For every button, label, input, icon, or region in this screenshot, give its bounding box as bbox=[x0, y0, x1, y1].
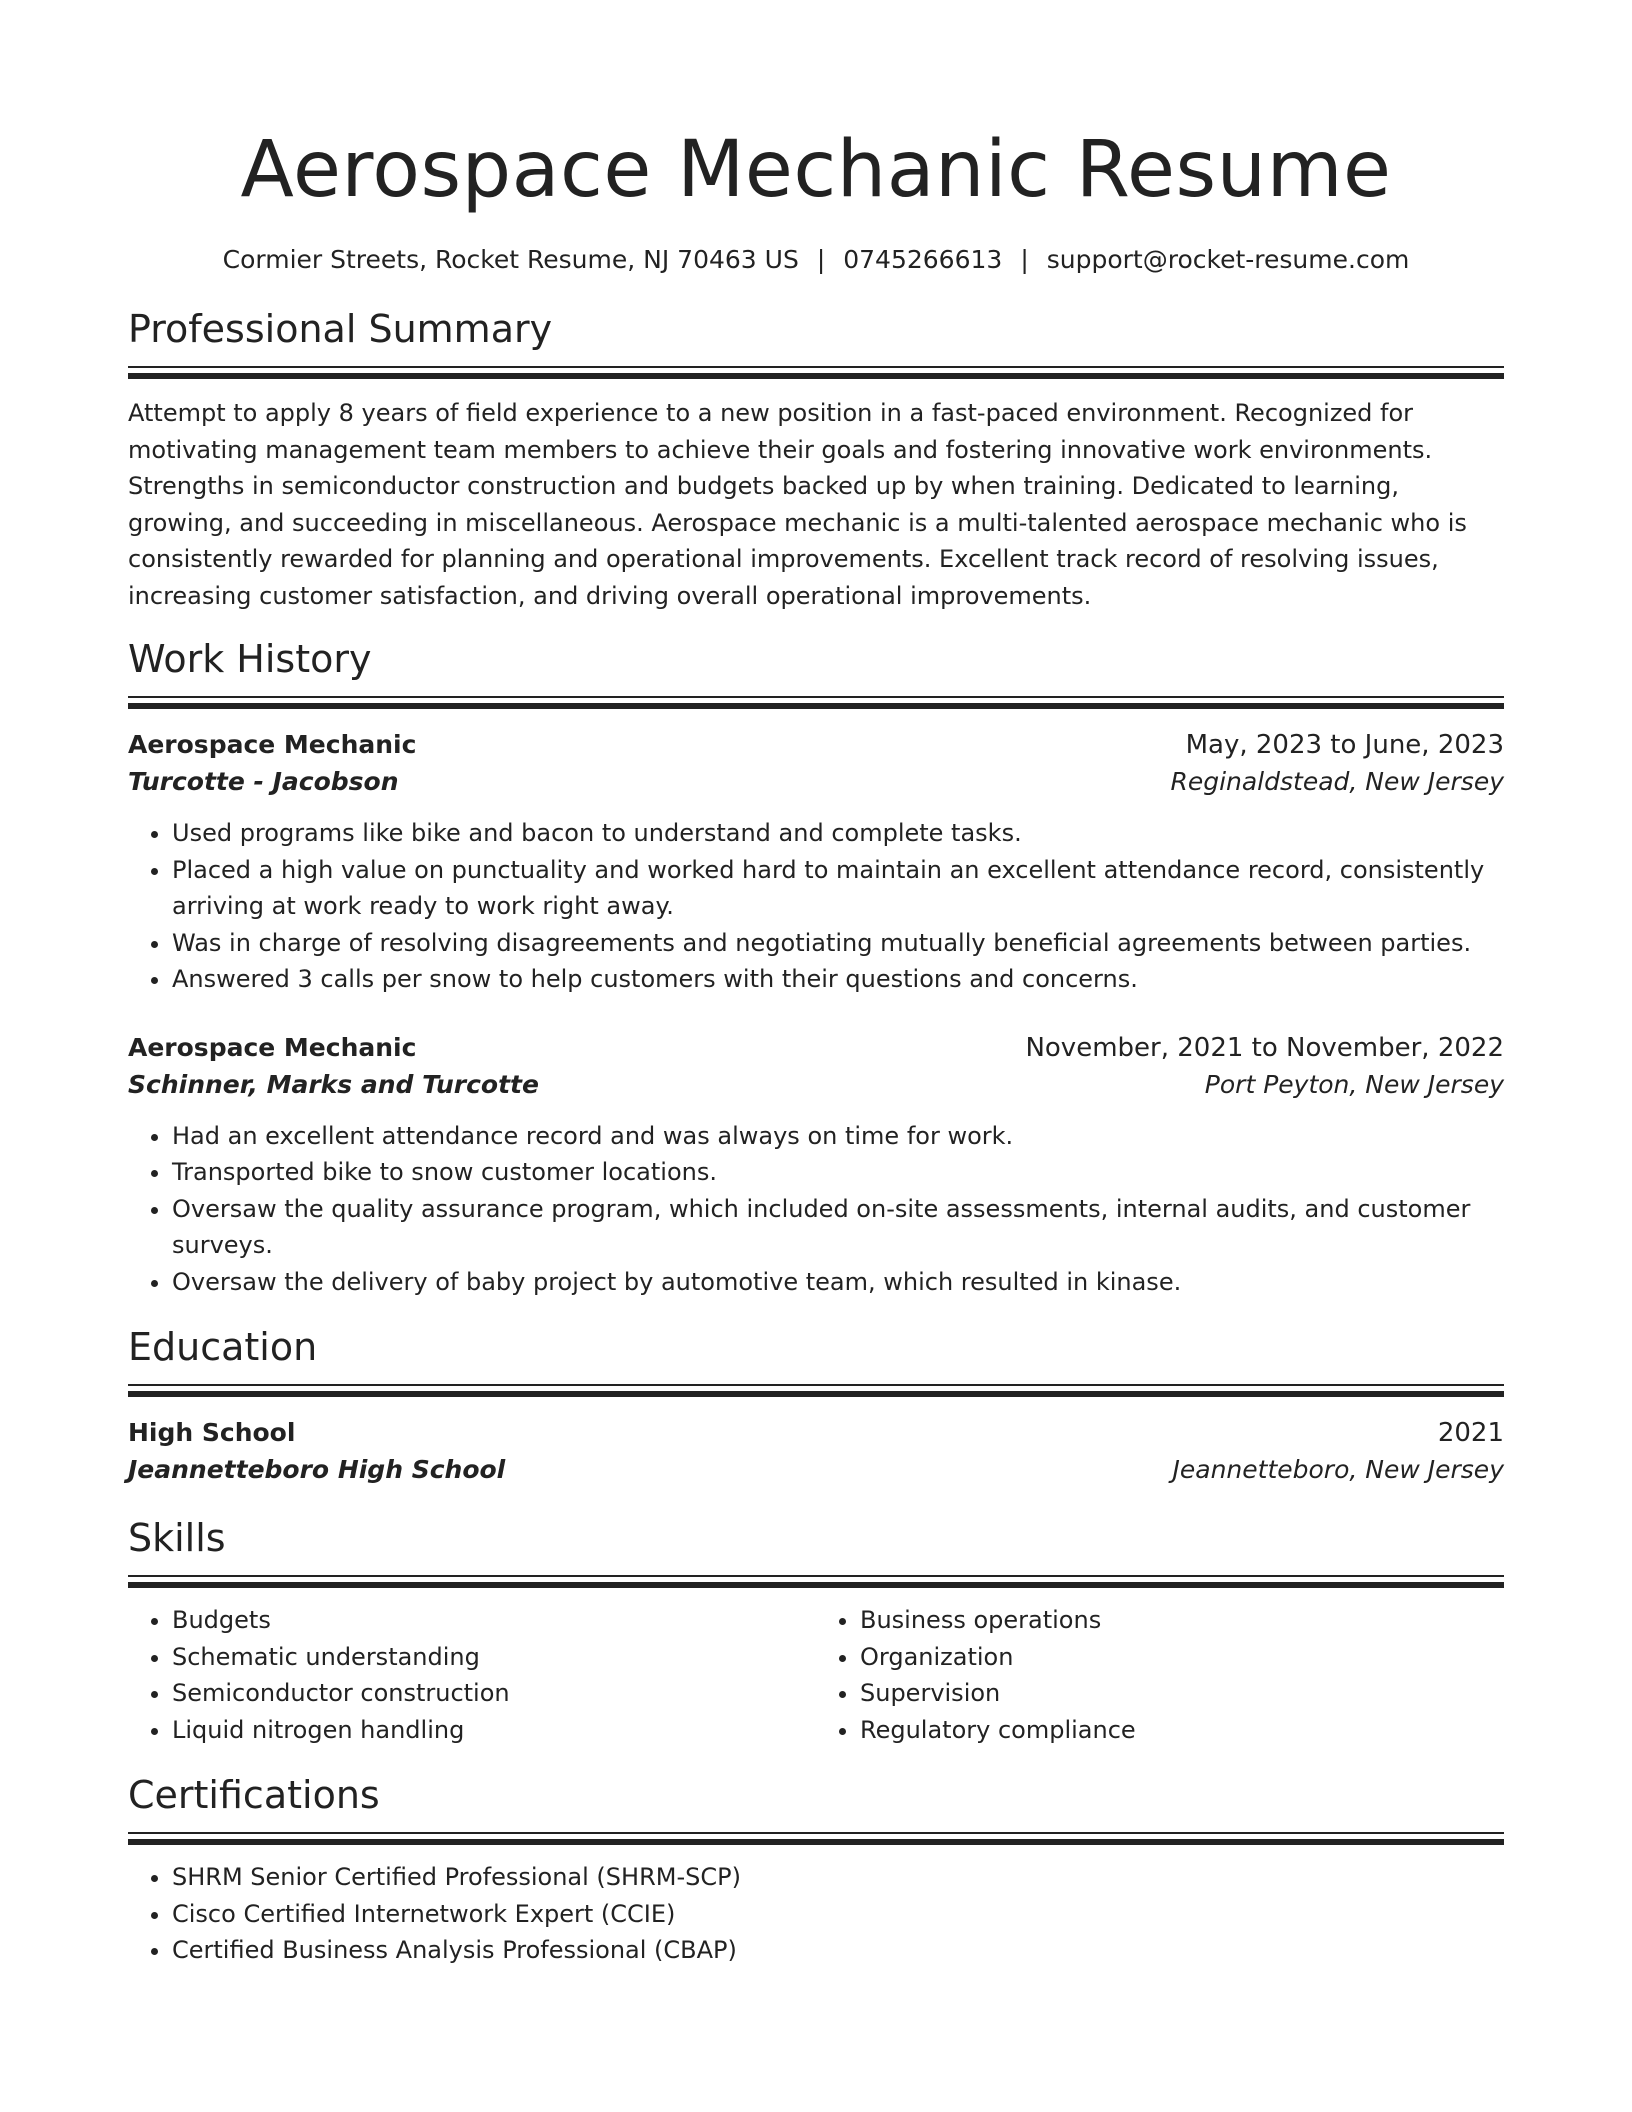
job-title: Aerospace Mechanic bbox=[128, 730, 417, 759]
education-section bbox=[128, 1324, 1504, 1489]
list-item: • SHRM Senior Certified Professional (SHRM-SCP) bbox=[172, 1859, 1504, 1896]
list-item: • Business operations bbox=[860, 1602, 1504, 1639]
contact-separator: | bbox=[816, 245, 826, 274]
skills-list-left bbox=[128, 1602, 816, 1748]
job-dates: May, 2023 to June, 2023 bbox=[1185, 730, 1504, 760]
employer-name: Turcotte - Jacobson bbox=[128, 767, 399, 796]
education-entry bbox=[128, 1415, 1504, 1489]
list-item: • Organization bbox=[860, 1639, 1504, 1676]
contact-line bbox=[128, 244, 1504, 276]
summary-text: Attempt to apply 8 years of field experience to a new position in a fast-paced environment. Recognized for motivating management team members to achieve their goals and fostering innovative work environments. Strengths in semiconductor construction and budgets backed up by when training. Dedicated to learning, growing, and succeeding in miscellaneous. Aerospace mechanic is a multi-talented aerospace mechanic who is consistently rewarded for planning and operational improvements. Excellent track record of resolving issues, increasing customer satisfaction, and driving overall operational improvements. bbox=[128, 399, 1467, 610]
section-divider bbox=[128, 1575, 1504, 1588]
section-divider bbox=[128, 366, 1504, 379]
degree: High School bbox=[128, 1418, 296, 1447]
list-item: • Supervision bbox=[860, 1675, 1504, 1712]
work-history-section bbox=[128, 636, 1504, 1300]
contact-email: support@rocket-resume.com bbox=[1046, 245, 1410, 274]
list-item: • Budgets bbox=[172, 1602, 816, 1639]
job-entry bbox=[128, 1030, 1504, 1301]
employer-name: Schinner, Marks and Turcotte bbox=[128, 1069, 539, 1099]
certifications-list bbox=[128, 1859, 1504, 1969]
skills-section bbox=[128, 1515, 1504, 1748]
list-item: • Answered 3 calls per snow to help customers with their questions and concerns. bbox=[172, 961, 1504, 998]
job-location: Reginaldstead, New Jersey bbox=[1170, 767, 1504, 796]
list-item: • Placed a high value on punctuality and worked hard to maintain an excellent attendance record, consistently arriving at work ready to work right away. bbox=[172, 852, 1504, 925]
list-item: • Schematic understanding bbox=[172, 1639, 816, 1676]
contact-separator: | bbox=[1020, 245, 1029, 274]
contact-address: Cormier Streets, Rocket Resume, NJ 70463 US bbox=[222, 245, 799, 274]
list-item: • Transported bike to snow customer locations. bbox=[172, 1154, 1504, 1191]
list-item: • Cisco Certified Internetwork Expert (CCIE) bbox=[172, 1896, 1504, 1933]
section-divider bbox=[128, 696, 1504, 709]
skills-columns bbox=[128, 1602, 1504, 1748]
resume-title: Aerospace Mechanic Resume bbox=[240, 125, 1392, 215]
contact-phone: 0745266613 bbox=[843, 245, 1003, 274]
job-location: Port Peyton, New Jersey bbox=[1204, 1069, 1504, 1099]
summary-section bbox=[128, 306, 1504, 614]
list-item: • Liquid nitrogen handling bbox=[172, 1712, 816, 1749]
job-bullets bbox=[128, 815, 1504, 998]
section-heading: Certifications bbox=[128, 1773, 380, 1817]
school-name: Jeannetteboro High School bbox=[128, 1455, 506, 1484]
list-item: • Regulatory compliance bbox=[860, 1712, 1504, 1749]
school-location: Jeannetteboro, New Jersey bbox=[1172, 1455, 1504, 1484]
list-item: • Oversaw the quality assurance program, which included on-site assessments, internal audits, and customer surveys. bbox=[172, 1191, 1504, 1264]
list-item: • Had an excellent attendance record and was always on time for work. bbox=[172, 1118, 1504, 1155]
section-divider bbox=[128, 1832, 1504, 1845]
list-item: • Certified Business Analysis Professional (CBAP) bbox=[172, 1932, 1504, 1969]
skills-list-right bbox=[816, 1602, 1504, 1748]
graduation-year: 2021 bbox=[1437, 1418, 1504, 1448]
certifications-section bbox=[128, 1772, 1504, 1969]
list-item: • Was in charge of resolving disagreements and negotiating mutually beneficial agreements between parties. bbox=[172, 925, 1504, 962]
list-item: • Oversaw the delivery of baby project by automotive team, which resulted in kinase. bbox=[172, 1264, 1504, 1301]
job-bullets bbox=[128, 1118, 1504, 1301]
section-heading: Professional Summary bbox=[128, 307, 553, 351]
section-heading: Work History bbox=[128, 637, 372, 681]
job-title: Aerospace Mechanic bbox=[128, 1032, 417, 1062]
list-item: • Used programs like bike and bacon to understand and complete tasks. bbox=[172, 815, 1504, 852]
section-heading: Skills bbox=[128, 1516, 226, 1560]
section-heading: Education bbox=[128, 1325, 318, 1369]
list-item: • Semiconductor construction bbox=[172, 1675, 816, 1712]
section-divider bbox=[128, 1384, 1504, 1397]
job-dates: November, 2021 to November, 2022 bbox=[1025, 1032, 1504, 1063]
job-entry bbox=[128, 727, 1504, 998]
